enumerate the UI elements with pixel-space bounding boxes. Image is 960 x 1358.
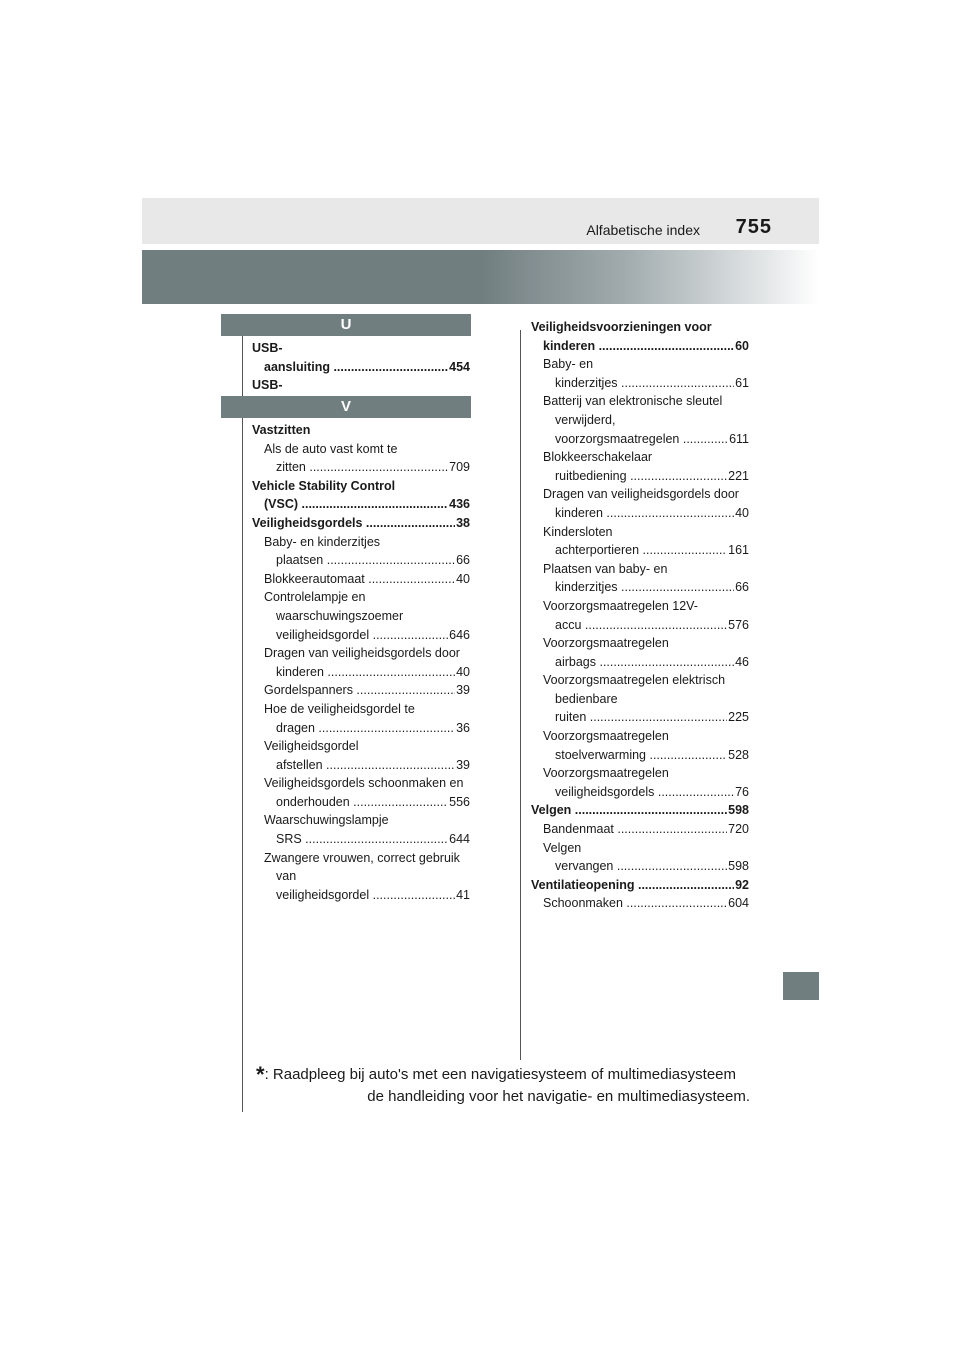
entry-text: Velgen vervangen .....	[531, 839, 749, 876]
page-ref: 598	[727, 801, 749, 820]
entry-text: Ventilatieopening .....	[531, 876, 749, 895]
entry-text: Plaatsen van baby- en kinderzitjes .....	[531, 560, 749, 597]
index-subentry	[531, 523, 749, 560]
page-ref: 720	[727, 820, 749, 839]
index-subentry	[531, 597, 749, 634]
index-subentry	[252, 774, 470, 811]
index-subentry	[252, 570, 470, 589]
entry-text: Blokkeerschakelaar ruitbediening .....	[531, 448, 749, 485]
page-ref: 528	[727, 746, 749, 765]
index-subentry	[252, 681, 470, 700]
index-subentry	[252, 737, 470, 774]
page-ref: 646	[448, 626, 470, 645]
entry-text: Veiligheidsvoorzieningen voor kinderen .....	[531, 318, 749, 355]
footnote-line-1: : Raadpleeg bij auto's met een navigatiesysteem of multimediasysteem	[264, 1066, 737, 1083]
page-ref: 556	[448, 793, 470, 812]
entry-text: Als de auto vast komt te zitten .....	[252, 440, 470, 477]
page-ref: 40	[734, 504, 749, 523]
entry-text: Kindersloten achterportieren .....	[531, 523, 749, 560]
index-subentry	[252, 440, 470, 477]
entry-text: Veiligheidsgordels .....	[252, 514, 470, 533]
index-subentry	[531, 894, 749, 913]
page-ref: 92	[734, 876, 749, 895]
page-ref: 221	[727, 467, 749, 486]
page-ref: 598	[727, 857, 749, 876]
entry-text: Voorzorgsmaatregelen veiligheidsgordels .....	[531, 764, 749, 801]
entry-text: Vastzitten	[252, 423, 311, 437]
index-subentry	[252, 533, 470, 570]
page-ref: 38	[455, 514, 470, 533]
index-entry	[252, 421, 470, 440]
entry-text: Voorzorgsmaatregelen elektrisch bedienbare ruiten .....	[531, 671, 749, 727]
index-subentry	[531, 671, 749, 727]
page-ref: 604	[727, 894, 749, 913]
entry-text: Controlelampje en waarschuwingszoemer veiligheidsgordel .....	[252, 588, 470, 644]
page-header-title: Alfabetische index	[586, 222, 700, 238]
page-ref: 611	[728, 430, 749, 449]
index-entry	[252, 477, 470, 514]
footnote-line-2: de handleiding voor het navigatie- en multimediasysteem.	[367, 1088, 750, 1105]
entry-text: Baby- en kinderzitjes plaatsen .....	[252, 533, 470, 570]
footnote	[256, 1064, 750, 1108]
page-ref: 66	[734, 578, 749, 597]
page-ref: 40	[455, 570, 470, 589]
entry-text: Schoonmaken .....	[531, 894, 749, 913]
page-ref: 436	[448, 495, 470, 514]
footnote-asterisk: *	[256, 1062, 265, 1087]
index-entry	[531, 876, 749, 895]
section-header-v: V	[221, 396, 471, 418]
index-subentry	[531, 392, 749, 448]
page-ref: 66	[455, 551, 470, 570]
entry-text: Voorzorgsmaatregelen 12V-accu .....	[531, 597, 749, 634]
index-subentry	[252, 644, 470, 681]
index-entry	[531, 318, 749, 355]
index-subentry	[252, 700, 470, 737]
page-ref: 576	[727, 616, 749, 635]
entry-text: Veiligheidsgordel afstellen .....	[252, 737, 470, 774]
entry-text: Velgen .....	[531, 801, 749, 820]
page-ref: 60	[734, 337, 749, 356]
index-entry	[252, 339, 470, 376]
index-subentry	[252, 588, 470, 644]
index-subentry	[531, 448, 749, 485]
header-band	[142, 198, 819, 244]
index-subentry	[531, 355, 749, 392]
section-header-u: U	[221, 314, 471, 336]
chapter-banner	[142, 250, 819, 304]
index-subentry	[252, 811, 470, 848]
entry-text: Waarschuwingslampje SRS .....	[252, 811, 470, 848]
index-column-right	[531, 318, 749, 913]
entry-text: USB- .....	[252, 376, 470, 413]
page-ref: 40	[455, 663, 470, 682]
page-number: 755	[735, 216, 772, 238]
index-entry	[252, 514, 470, 533]
index-subentry	[531, 764, 749, 801]
entry-text: Gordelspanners .....	[252, 681, 470, 700]
entry-text: Voorzorgsmaatregelen stoelverwarming .....	[531, 727, 749, 764]
entry-text: Blokkeerautomaat .....	[252, 570, 470, 589]
index-entry	[531, 801, 749, 820]
page-ref: 76	[734, 783, 749, 802]
page-ref: 644	[448, 830, 470, 849]
index-subentry	[531, 820, 749, 839]
page-ref: 225	[727, 708, 749, 727]
entry-text: Voorzorgsmaatregelen airbags .....	[531, 634, 749, 671]
index-subentry	[531, 839, 749, 876]
index-subentry	[252, 849, 470, 905]
thumb-index-tab	[783, 972, 819, 1000]
entry-text: USB-aansluiting .....	[252, 339, 470, 376]
left-column-rule	[242, 330, 243, 1112]
index-subentry	[531, 485, 749, 522]
page-ref: 39	[455, 756, 470, 775]
entry-text: Baby- en kinderzitjes .....	[531, 355, 749, 392]
entry-text: Vehicle Stability Control (VSC) .....	[252, 477, 470, 514]
middle-column-rule	[520, 330, 521, 1060]
index-subentry	[531, 727, 749, 764]
page-ref: 36	[455, 719, 470, 738]
page-ref: 46	[734, 653, 749, 672]
entry-text: Bandenmaat .....	[531, 820, 749, 839]
page-ref: 61	[734, 374, 749, 393]
page-ref: 161	[727, 541, 749, 560]
index-column-v	[252, 421, 470, 904]
index-subentry	[531, 634, 749, 671]
entry-text: Zwangere vrouwen, correct gebruik van veiligheidsgordel .....	[252, 849, 470, 905]
entry-text: Dragen van veiligheidsgordels door kinderen .....	[252, 644, 470, 681]
page-ref: 454	[448, 358, 470, 377]
index-subentry	[531, 560, 749, 597]
page-ref: 39	[455, 681, 470, 700]
entry-text: Hoe de veiligheidsgordel te dragen .....	[252, 700, 470, 737]
entry-text: Dragen van veiligheidsgordels door kinderen .....	[531, 485, 749, 522]
page-ref: 41	[455, 886, 470, 905]
page-ref: 709	[448, 458, 470, 477]
entry-text: Batterij van elektronische sleutel verwijderd, voorzorgsmaatregelen .....	[531, 392, 749, 448]
entry-text: Veiligheidsgordels schoonmaken en onderhouden .....	[252, 774, 470, 811]
